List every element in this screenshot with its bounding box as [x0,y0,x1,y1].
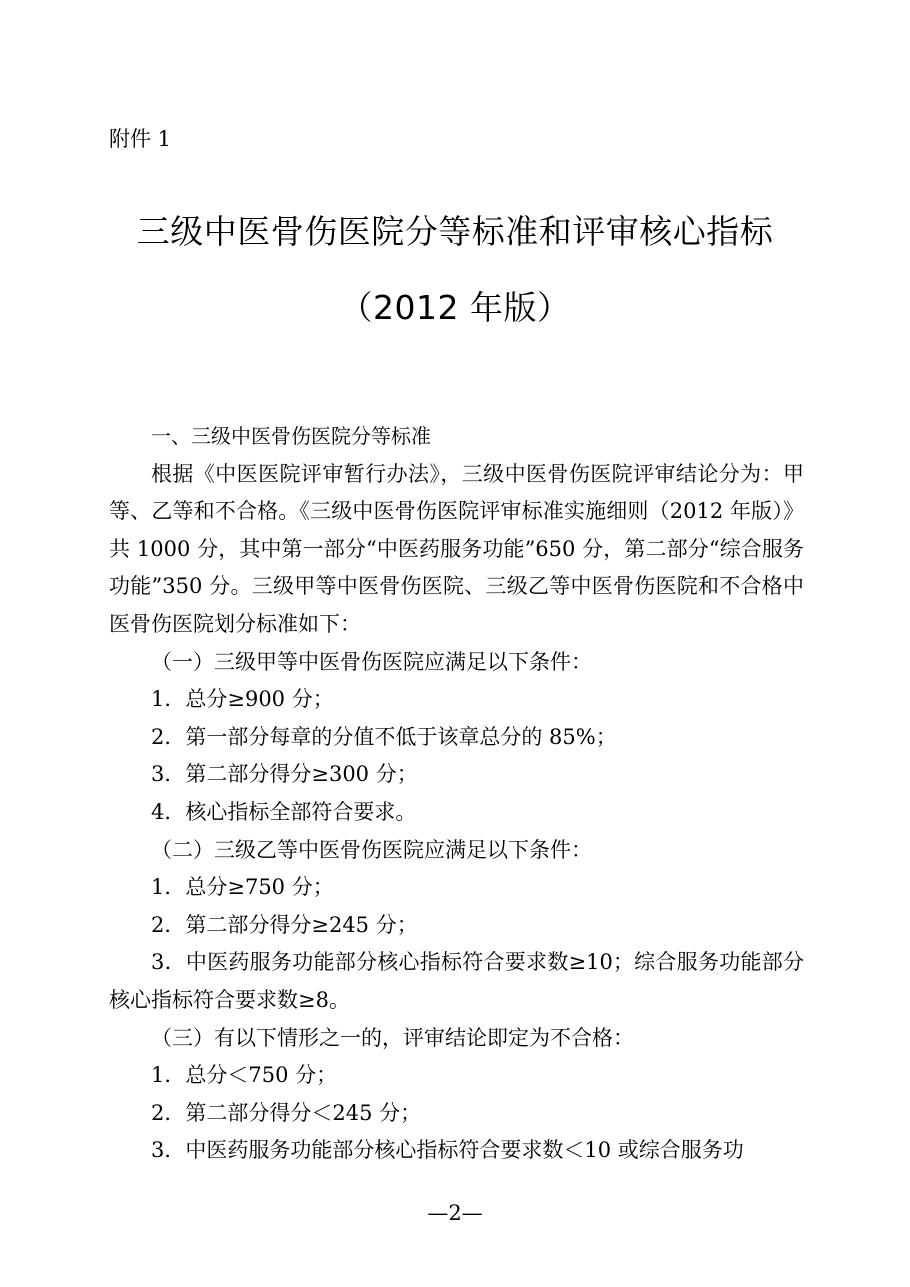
section-heading: 一、三级中医骨伤医院分等标准 [151,424,431,448]
grade-a-item: 2．第一部分每章的分值不低于该章总分的 85%； [151,724,617,749]
document-edition: （2012 年版） [339,288,571,327]
attachment-label: 附件 1 [109,127,172,151]
fail-item: 3．中医药服务功能部分核心指标符合要求数＜10 或综合服务功 [151,1138,744,1163]
grade-b-item: 1．总分≥750 分； [151,875,334,900]
fail-heading: （三）有以下情形之一的，评审结论即定为不合格： [151,1025,634,1050]
fail-item: 2．第二部分得分＜245 分； [151,1100,422,1125]
grade-a-item: 1．总分≥900 分； [151,687,334,712]
grade-a-heading: （一）三级甲等中医骨伤医院应满足以下条件： [151,649,592,674]
fail-item: 1．总分＜750 分； [151,1063,338,1088]
grade-a-item: 4．核心指标全部符合要求。 [151,799,417,824]
page-number: —2— [427,1201,483,1225]
intro-paragraph: 根据《中医医院评审暂行办法》，三级中医骨伤医院评审结论分为：甲等、乙等和不合格。《三级中医骨伤医院评审标准实施细则（2012 年版）》共 1000 分，其中第一部分“中医药服务功能”650 分，第二部分“综合服务功能”350 分。三级甲等中医骨伤医院、三级乙等中医骨伤医院和不合格中医骨伤医院划分标准如下： [109,461,804,636]
grade-a-item: 3．第二部分得分≥300 分； [151,762,418,787]
grade-b-item: 2．第二部分得分≥245 分； [151,912,418,937]
document-title: 三级中医骨伤医院分等标准和评审核心指标 [136,212,774,251]
grade-b-heading: （二）三级乙等中医骨伤医院应满足以下条件： [151,837,592,862]
grade-b-item: 3．中医药服务功能部分核心指标符合要求数≥10；综合服务功能部分核心指标符合要求数≥8。 [109,950,804,1012]
document-body [109,418,804,1170]
